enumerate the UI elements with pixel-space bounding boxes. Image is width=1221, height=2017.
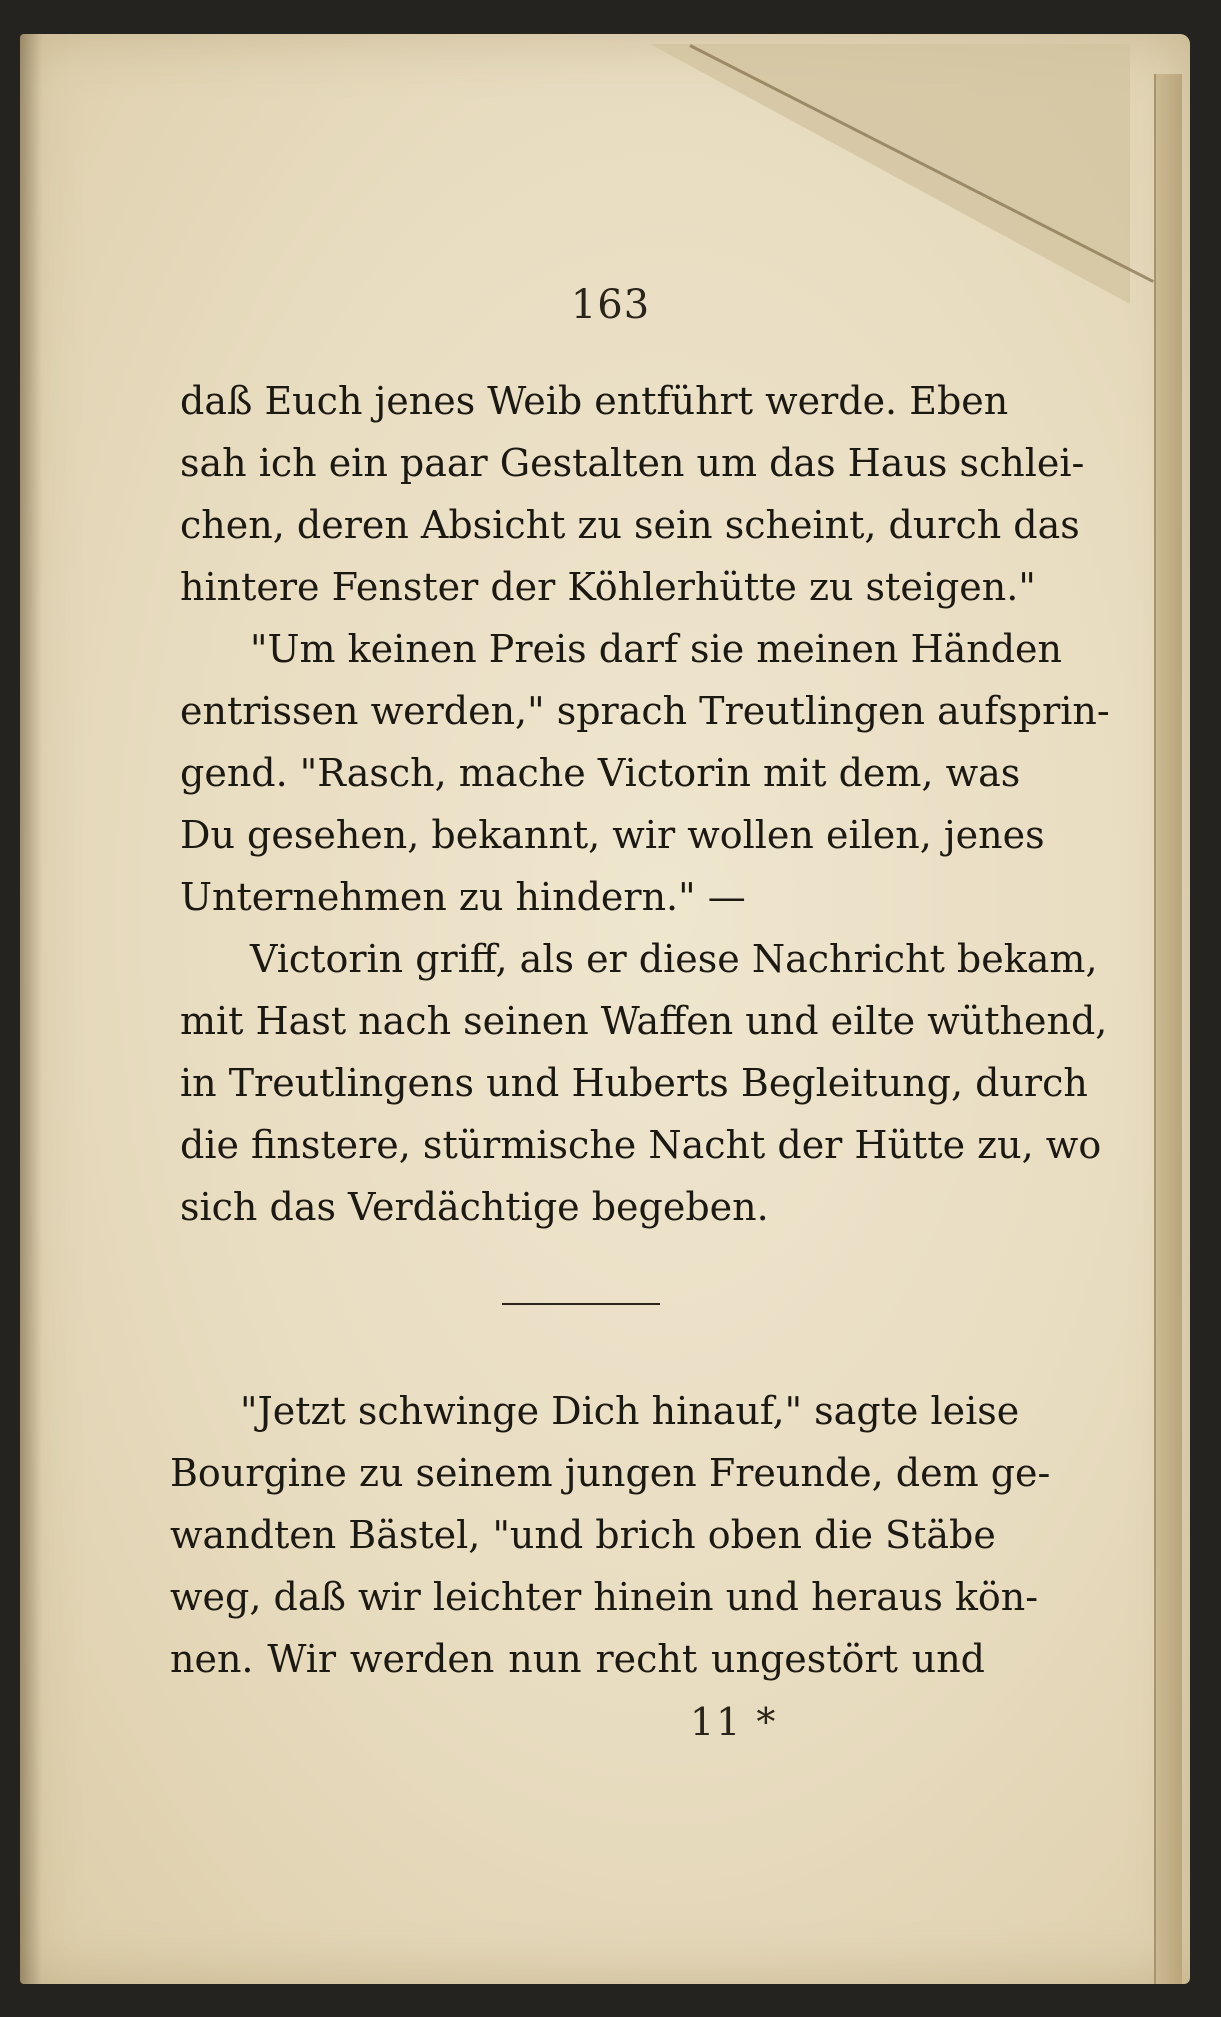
text-line: Bourgine zu seinem jungen Freunde, dem ge- (170, 1451, 1051, 1495)
paragraph-3 (180, 928, 1108, 1238)
text-line: hintere Fenster der Köhlerhütte zu steigen." (180, 565, 1036, 609)
text-line: wandten Bästel, "und brich oben die Stäbe (170, 1513, 996, 1557)
text-line: mit Hast nach seinen Waffen und eilte wüthend, (180, 999, 1108, 1043)
text-line: Du gesehen, bekannt, wir wollen eilen, jenes (180, 813, 1045, 857)
signature-mark: 11 * (690, 1700, 778, 1744)
text-line: die finstere, stürmische Nacht der Hütte zu, wo (180, 1123, 1102, 1167)
folded-corner (650, 44, 1130, 304)
paragraph-1 (180, 370, 1085, 618)
text-line: "Um keinen Preis darf sie meinen Händen (250, 627, 1063, 671)
text-line: chen, deren Absicht zu sein scheint, durch das (180, 503, 1080, 547)
text-line: nen. Wir werden nun recht ungestört und (170, 1637, 985, 1681)
text-line: sich das Verdächtige begeben. (180, 1185, 769, 1229)
text-line: weg, daß wir leichter hinein und heraus kön- (170, 1575, 1039, 1619)
text-line: daß Euch jenes Weib entführt werde. Eben (180, 379, 1009, 423)
paragraph-4 (170, 1380, 1051, 1690)
page-edge (1154, 74, 1182, 1984)
text-line: in Treutlingens und Huberts Begleitung, durch (180, 1061, 1088, 1105)
text-line: gend. "Rasch, mache Victorin mit dem, was (180, 751, 1021, 795)
paragraph-2 (180, 618, 1110, 928)
section-divider (502, 1303, 660, 1305)
text-line: "Jetzt schwinge Dich hinauf," sagte leise (240, 1389, 1020, 1433)
text-line: Unternehmen zu hindern." — (180, 875, 746, 919)
text-line: sah ich ein paar Gestalten um das Haus schlei- (180, 441, 1085, 485)
main-text-block (180, 370, 1110, 1238)
page-number: 163 (570, 282, 651, 328)
text-line: entrissen werden," sprach Treutlingen aufsprin- (180, 689, 1110, 733)
text-line: Victorin griff, als er diese Nachricht bekam, (250, 937, 1098, 981)
